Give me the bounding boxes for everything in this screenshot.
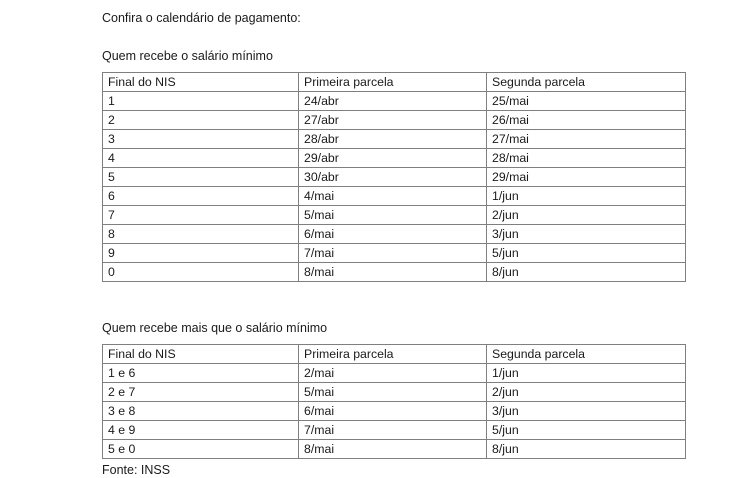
payment-calendar-table-minimum-wage	[102, 72, 686, 282]
cell-first-installment: 28/abr	[299, 130, 487, 149]
cell-first-installment: 8/mai	[299, 440, 487, 459]
cell-second-installment: 27/mai	[487, 130, 686, 149]
cell-first-installment: 5/mai	[299, 206, 487, 225]
cell-second-installment: 25/mai	[487, 92, 686, 111]
cell-second-installment: 8/jun	[487, 263, 686, 282]
table-row	[103, 92, 686, 111]
cell-first-installment: 7/mai	[299, 421, 487, 440]
column-header-second-installment: Segunda parcela	[487, 345, 686, 364]
table-row	[103, 149, 686, 168]
cell-nis: 1 e 6	[103, 364, 299, 383]
cell-first-installment: 7/mai	[299, 244, 487, 263]
table-row	[103, 111, 686, 130]
intro-text: Confira o calendário de pagamento:	[102, 11, 301, 25]
cell-second-installment: 1/jun	[487, 364, 686, 383]
cell-nis: 6	[103, 187, 299, 206]
cell-nis: 1	[103, 92, 299, 111]
column-header-first-installment: Primeira parcela	[299, 345, 487, 364]
column-header-second-installment: Segunda parcela	[487, 73, 686, 92]
cell-nis: 0	[103, 263, 299, 282]
table-row	[103, 225, 686, 244]
table-row	[103, 440, 686, 459]
cell-second-installment: 5/jun	[487, 421, 686, 440]
cell-first-installment: 6/mai	[299, 402, 487, 421]
cell-first-installment: 6/mai	[299, 225, 487, 244]
cell-nis: 7	[103, 206, 299, 225]
cell-second-installment: 8/jun	[487, 440, 686, 459]
cell-second-installment: 28/mai	[487, 149, 686, 168]
table-row	[103, 244, 686, 263]
table-row	[103, 187, 686, 206]
table-row	[103, 421, 686, 440]
table-row	[103, 206, 686, 225]
source-note: Fonte: INSS	[102, 463, 171, 477]
cell-nis: 4 e 9	[103, 421, 299, 440]
cell-second-installment: 5/jun	[487, 244, 686, 263]
cell-nis: 2 e 7	[103, 383, 299, 402]
table-header-row	[103, 73, 686, 92]
table-row	[103, 130, 686, 149]
table-row	[103, 168, 686, 187]
cell-first-installment: 27/abr	[299, 111, 487, 130]
column-header-first-installment: Primeira parcela	[299, 73, 487, 92]
cell-second-installment: 3/jun	[487, 402, 686, 421]
table-header-row	[103, 345, 686, 364]
cell-nis: 4	[103, 149, 299, 168]
cell-second-installment: 2/jun	[487, 383, 686, 402]
cell-nis: 3 e 8	[103, 402, 299, 421]
column-header-nis: Final do NIS	[103, 345, 299, 364]
cell-second-installment: 3/jun	[487, 225, 686, 244]
section-title-minimum-wage: Quem recebe o salário mínimo	[102, 49, 273, 63]
table-row	[103, 263, 686, 282]
column-header-nis: Final do NIS	[103, 73, 299, 92]
table-row	[103, 364, 686, 383]
table-row	[103, 402, 686, 421]
cell-second-installment: 29/mai	[487, 168, 686, 187]
section-title-above-minimum-wage: Quem recebe mais que o salário mínimo	[102, 321, 328, 335]
cell-nis: 2	[103, 111, 299, 130]
table-row	[103, 383, 686, 402]
cell-first-installment: 8/mai	[299, 263, 487, 282]
cell-first-installment: 5/mai	[299, 383, 487, 402]
cell-nis: 5	[103, 168, 299, 187]
cell-first-installment: 2/mai	[299, 364, 487, 383]
cell-second-installment: 26/mai	[487, 111, 686, 130]
cell-second-installment: 1/jun	[487, 187, 686, 206]
payment-calendar-table-above-minimum-wage	[102, 344, 686, 459]
cell-first-installment: 24/abr	[299, 92, 487, 111]
cell-nis: 8	[103, 225, 299, 244]
cell-first-installment: 29/abr	[299, 149, 487, 168]
cell-second-installment: 2/jun	[487, 206, 686, 225]
cell-nis: 3	[103, 130, 299, 149]
cell-first-installment: 30/abr	[299, 168, 487, 187]
cell-nis: 9	[103, 244, 299, 263]
cell-first-installment: 4/mai	[299, 187, 487, 206]
cell-nis: 5 e 0	[103, 440, 299, 459]
